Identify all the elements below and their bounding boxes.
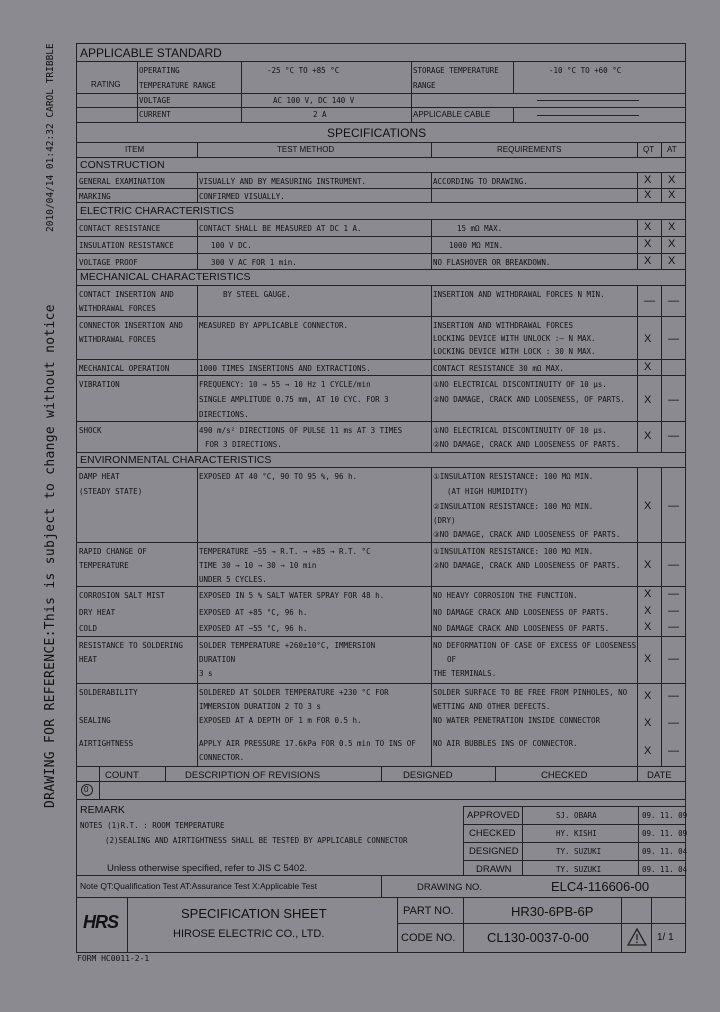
insul-method: 100 V DC.	[211, 241, 252, 250]
solder-heat-req-3: THE TERMINALS.	[433, 669, 497, 678]
remark-block	[77, 800, 688, 876]
damp-req-2: (AT HIGH HUMIDITY)	[447, 487, 529, 496]
row-contact-insertion	[77, 286, 685, 317]
vib-req-2: ②NO DAMAGE, CRACK AND LOOSENESS, OF PARTS.	[433, 395, 625, 404]
approved-date: 09. 11. 09	[642, 811, 688, 820]
shock-method-2: FOR 3 DIRECTIONS.	[205, 440, 282, 449]
solder-heat-item-1: RESISTANCE TO SOLDERING	[79, 641, 183, 650]
damp-item-1: DAMP HEAT	[79, 472, 120, 481]
solderab-item: SOLDERABILITY	[79, 688, 138, 697]
qt-mark: X	[644, 500, 652, 512]
conn-req-3: LOCKING DEVICE WITH LOCK : 30 N MAX.	[433, 347, 596, 356]
qt-mark: X	[644, 333, 652, 345]
damp-req-5: ③NO DAMAGE, CRACK AND LOOSENESS OF PARTS.	[433, 530, 621, 539]
rapid-item-1: RAPID CHANGE OF	[79, 547, 147, 556]
at-mark: X	[668, 255, 676, 267]
qt-mark: X	[644, 189, 652, 201]
solder-heat-req-1: NO DEFORMATION OF CASE OF EXCESS OF LOOSENESS	[433, 641, 637, 650]
shock-method-1: 490 m/s² DIRECTIONS OF PULSE 11 ms AT 3 TIMES	[199, 426, 403, 435]
air-item: AIRTIGHTNESS	[79, 739, 134, 748]
qt-mark: X	[644, 221, 652, 233]
qt-mark: X	[644, 745, 652, 757]
jis-note: Unless otherwise specified, refer to JIS C 5402.	[107, 863, 308, 874]
remark-note-1: NOTES (1)R.T. : ROOM TEMPERATURE	[80, 821, 225, 830]
col-test-method: TEST METHOD	[277, 145, 335, 154]
at-mark: —	[668, 559, 679, 571]
rapid-req-1: ①INSULATION RESISTANCE: 100 MΩ MIN.	[433, 547, 594, 556]
revision-symbol: 0	[84, 785, 89, 794]
qt-mark: X	[644, 430, 652, 442]
row-soldering-heat	[77, 637, 685, 684]
row-electric-tests	[77, 220, 685, 270]
vib-method-1: FREQUENCY: 10 → 55 → 10 Hz 1 CYCLE/min	[199, 380, 371, 389]
part-no-label: PART NO.	[403, 905, 454, 917]
operating-value: -25 °C TO +85 °C	[267, 66, 340, 75]
section-construction	[77, 158, 685, 173]
at-mark: —	[668, 430, 679, 442]
revision-description: DESCRIPTION OF REVISIONS	[185, 770, 321, 781]
revision-date: DATE	[647, 770, 672, 781]
solder-heat-method-3: 3 s	[199, 669, 213, 678]
contact-res-method: CONTACT SHALL BE MEASURED AT DC 1 A.	[199, 224, 362, 233]
damp-req-1: ①INSULATION RESISTANCE: 100 MΩ MIN.	[433, 472, 594, 481]
row-shock	[77, 422, 685, 453]
seal-item: SEALING	[79, 716, 111, 725]
marking-item: MARKING	[79, 192, 111, 201]
vib-method-3: DIRECTIONS.	[199, 410, 249, 419]
mech-item: MECHANICAL OPERATION	[79, 364, 170, 373]
row-mechanical-vibration	[77, 360, 685, 422]
row-rapid-change	[77, 543, 685, 587]
temp-range-label: TEMPERATURE RANGE	[139, 81, 216, 90]
qt-mark: X	[644, 605, 652, 617]
mech-method: 1000 TIMES INSERTIONS AND EXTRACTIONS.	[199, 364, 371, 373]
mech-req: CONTACT RESISTANCE 30 mΩ MAX.	[433, 364, 564, 373]
drawing-no-label: DRAWING NO.	[417, 882, 483, 893]
at-mark: —	[668, 333, 679, 345]
section-environmental	[77, 453, 685, 468]
title-block	[77, 898, 685, 952]
at-mark: —	[668, 588, 679, 600]
volt-item: VOLTAGE PROOF	[79, 258, 138, 267]
qt-mark: X	[644, 621, 652, 633]
conn-item-2: WITHDRAWAL FORCES	[79, 335, 156, 344]
row-salt-dry-cold	[77, 587, 685, 637]
checked-label: CHECKED	[469, 828, 516, 839]
row-solderability-sealing	[77, 684, 685, 767]
operating-row	[77, 62, 685, 94]
construction-title: CONSTRUCTION	[80, 159, 165, 171]
col-qt: QT	[643, 145, 655, 154]
voltage-value: AC 100 V, DC 140 V	[273, 96, 355, 105]
damp-method: EXPOSED AT 40 °C, 90 TO 95 %, 96 h.	[199, 472, 358, 481]
current-value: 2 A	[313, 110, 327, 119]
rapid-req-2: ②NO DAMAGE, CRACK AND LOOSENESS OF PARTS.	[433, 561, 621, 570]
row-damp-heat	[77, 468, 685, 543]
drawn-date: 09. 11. 04	[642, 865, 688, 874]
contact-res-item: CONTACT RESISTANCE	[79, 224, 161, 233]
revision-count: COUNT	[105, 770, 139, 781]
vib-method-2: SINGLE AMPLITUDE 0.75 mm, AT 10 CYC. FOR 3	[199, 395, 389, 404]
storage-range-label: RANGE	[413, 81, 436, 90]
at-mark: —	[668, 621, 679, 633]
col-item: ITEM	[125, 145, 145, 154]
volt-req: NO FLASHOVER OR BREAKDOWN.	[433, 258, 551, 267]
damp-item-2: (STEADY STATE)	[79, 487, 143, 496]
shock-item: SHOCK	[79, 426, 102, 435]
air-method-2: CONNECTOR.	[199, 753, 245, 762]
drawn-label: DRAWN	[476, 864, 512, 875]
qt-mark: X	[644, 361, 652, 373]
cins-req: INSERTION AND WITHDRAWAL FORCES N MIN.	[433, 290, 605, 299]
current-row	[77, 108, 685, 123]
insul-req: 1000 MΩ MIN.	[449, 241, 504, 250]
solder-heat-item-2: HEAT	[79, 655, 98, 664]
rapid-item-2: TEMPERATURE	[79, 561, 129, 570]
solder-heat-req-2: OF	[447, 655, 457, 664]
general-method: VISUALLY AND BY MEASURING INSTRUMENT.	[199, 177, 367, 186]
at-mark: —	[668, 653, 679, 665]
volt-method: 300 V AC FOR 1 min.	[211, 258, 297, 267]
at-mark: —	[668, 690, 679, 702]
specifications-title: SPECIFICATIONS	[327, 126, 427, 140]
at-mark: —	[668, 295, 679, 307]
at-mark: X	[668, 189, 676, 201]
cins-item-1: CONTACT INSERTION AND	[79, 290, 174, 299]
timestamp-text: 2010/04/14 01:42:32 CAROL TRIBBLE	[45, 43, 56, 232]
voltage-row	[77, 94, 685, 108]
designed-label: DESIGNED	[469, 846, 519, 857]
revision-checked: CHECKED	[541, 770, 588, 781]
col-at: AT	[667, 145, 677, 154]
rapid-method-1: TEMPERATURE −55 → R.T. → +85 → R.T. °C	[199, 547, 371, 556]
operating-label: OPERATING	[139, 66, 180, 75]
seal-req: NO WATER PENETRATION INSIDE CONNECTOR	[433, 716, 601, 725]
qt-mark: X	[644, 559, 652, 571]
page-number: 1/ 1	[657, 932, 674, 943]
code-no-label: CODE NO.	[401, 932, 456, 944]
qt-mark: X	[644, 653, 652, 665]
insul-item: INSULATION RESISTANCE	[79, 241, 174, 250]
specifications-title-row	[77, 123, 685, 143]
air-req: NO AIR BUBBLES INS OF CONNECTOR.	[433, 739, 578, 748]
solder-heat-method-1: SOLDER TEMPERATURE +260±10°C, IMMERSION	[199, 641, 376, 650]
qt-mark: X	[644, 717, 652, 729]
test-legend: Note QT:Qualification Test AT:Assurance Test X:Applicable Test	[80, 881, 318, 891]
qt-mark: —	[644, 295, 655, 307]
applicable-standard-header	[77, 44, 685, 62]
row-general-examination	[77, 173, 685, 203]
qt-mark: X	[644, 238, 652, 250]
seal-method: EXPOSED AT A DEPTH OF 1 m FOR 0.5 h.	[199, 716, 362, 725]
at-mark: —	[668, 500, 679, 512]
dry-req: NO DAMAGE CRACK AND LOOSENESS OF PARTS.	[433, 608, 610, 617]
specification-sheet	[76, 43, 686, 953]
conn-req-2: LOCKING DEVICE WITH UNLOCK :— N MAX.	[433, 334, 596, 343]
marking-method: CONFIRMED VISUALLY.	[199, 192, 285, 201]
qt-mark: X	[644, 394, 652, 406]
dry-item: DRY HEAT	[79, 608, 116, 617]
salt-req: NO HEAVY CORROSION THE FUNCTION.	[433, 591, 578, 600]
rating-label: RATING	[91, 80, 121, 89]
solderab-method-2: IMMERSION DURATION 2 TO 3 s	[199, 702, 321, 711]
general-item: GENERAL EXAMINATION	[79, 177, 165, 186]
cins-item-2: WITHDRAWAL FORCES	[79, 304, 156, 313]
rapid-method-2: TIME 30 → 10 → 30 → 10 min	[199, 561, 317, 570]
reference-notice: DRAWING FOR REFERENCE:This is subject to change without notice	[43, 304, 58, 808]
remark-title: REMARK	[80, 804, 125, 816]
general-req: ACCORDING TO DRAWING.	[433, 177, 528, 186]
vib-item: VIBRATION	[79, 380, 120, 389]
revisions-row-0	[77, 782, 685, 800]
solder-heat-method-2: DURATION	[199, 655, 236, 664]
at-mark: —	[668, 717, 679, 729]
environmental-title: ENVIRONMENTAL CHARACTERISTICS	[80, 454, 272, 466]
checked-name: HY. KISHI	[556, 829, 597, 838]
applicable-cable-label: APPLICABLE CABLE	[413, 110, 491, 119]
applicable-standard-title: APPLICABLE STANDARD	[80, 46, 222, 60]
remark-note-2: (2)SEALING AND AIRTIGHTNESS SHALL BE TESTED BY APPLICABLE CONNECTOR	[105, 836, 408, 845]
qt-mark: X	[644, 174, 652, 186]
shock-req-1: ①NO ELECTRICAL DISCONTINUITY OF 10 μs.	[433, 426, 607, 435]
approved-label: APPROVED	[467, 810, 520, 821]
storage-label: STORAGE TEMPERATURE	[413, 66, 499, 75]
salt-item: CORROSION SALT MIST	[79, 591, 165, 600]
at-mark: X	[668, 238, 676, 250]
drawn-name: TY. SUZUKI	[556, 865, 602, 874]
electric-title: ELECTRIC CHARACTERISTICS	[80, 205, 235, 217]
cins-method: BY STEEL GAUGE.	[223, 290, 291, 299]
designed-date: 09. 11. 04	[642, 847, 688, 856]
damp-req-4: (DRY)	[433, 516, 456, 525]
dry-method: EXPOSED AT +85 °C, 96 h.	[199, 608, 308, 617]
row-connector-insertion	[77, 317, 685, 360]
current-label: CURRENT	[139, 110, 171, 119]
conn-req-1: INSERTION AND WITHDRAWAL FORCES	[433, 321, 573, 330]
solderab-method-1: SOLDERED AT SOLDER TEMPERATURE +230 °C FOR	[199, 688, 389, 697]
cold-req: NO DAMAGE CRACK AND LOOSENESS OF PARTS.	[433, 624, 610, 633]
at-mark: —	[668, 605, 679, 617]
revisions-header	[77, 768, 685, 783]
at-mark: —	[668, 745, 679, 757]
damp-req-3: ②INSULATION RESISTANCE: 100 MΩ MIN.	[433, 502, 594, 511]
solderab-req-2: WETTING AND OTHER DEFECTS.	[433, 702, 551, 711]
note-row	[77, 876, 685, 898]
cold-item: COLD	[79, 624, 98, 633]
spec-column-headers	[77, 143, 685, 158]
air-method-1: APPLY AIR PRESSURE 17.6kPa FOR 0.5 min TO INS OF	[199, 739, 416, 748]
voltage-label: VOLTAGE	[139, 96, 171, 105]
salt-method: EXPOSED IN 5 % SALT WATER SPRAY FOR 48 h.	[199, 591, 385, 600]
section-mechanical	[77, 270, 685, 286]
solderab-req-1: SOLDER SURFACE TO BE FREE FROM PINHOLES, NO	[433, 688, 628, 697]
rapid-method-3: UNDER 5 CYCLES.	[199, 575, 267, 584]
form-number: FORM HC0011-2-1	[77, 954, 150, 963]
qt-mark: X	[644, 690, 652, 702]
code-no: CL130-0037-0-00	[487, 930, 589, 945]
checked-date: 09. 11. 09	[642, 829, 688, 838]
at-mark: X	[668, 174, 676, 186]
hrs-logo: HRS	[83, 912, 119, 932]
at-mark: —	[668, 394, 679, 406]
warning-triangle-icon	[627, 928, 647, 946]
qt-mark: X	[644, 255, 652, 267]
approved-name: SJ. OBARA	[556, 811, 597, 820]
qt-mark: X	[644, 588, 652, 600]
at-mark: X	[668, 221, 676, 233]
conn-item-1: CONNECTOR INSERTION AND	[79, 321, 183, 330]
cold-method: EXPOSED AT −55 °C, 96 h.	[199, 624, 308, 633]
drawing-no: ELC4-116606-00	[551, 879, 650, 894]
shock-req-2: ②NO DAMAGE, CRACK AND LOOSENESS OF PARTS.	[433, 440, 621, 449]
company-name: HIROSE ELECTRIC CO., LTD.	[173, 928, 325, 940]
sheet-title: SPECIFICATION SHEET	[181, 906, 327, 921]
mechanical-title: MECHANICAL CHARACTERISTICS	[80, 271, 251, 283]
section-electric	[77, 203, 685, 220]
conn-method: MEASURED BY APPLICABLE CONNECTOR.	[199, 321, 349, 330]
storage-value: -10 °C TO +60 °C	[549, 66, 622, 75]
revision-designed: DESIGNED	[403, 770, 453, 781]
part-no: HR30-6PB-6P	[511, 904, 594, 919]
vib-req-1: ①NO ELECTRICAL DISCONTINUITY OF 10 μs.	[433, 380, 607, 389]
contact-res-req: 15 mΩ MAX.	[457, 224, 503, 233]
designed-name: TY. SUZUKI	[556, 847, 602, 856]
col-requirements: REQUIREMENTS	[497, 145, 562, 154]
